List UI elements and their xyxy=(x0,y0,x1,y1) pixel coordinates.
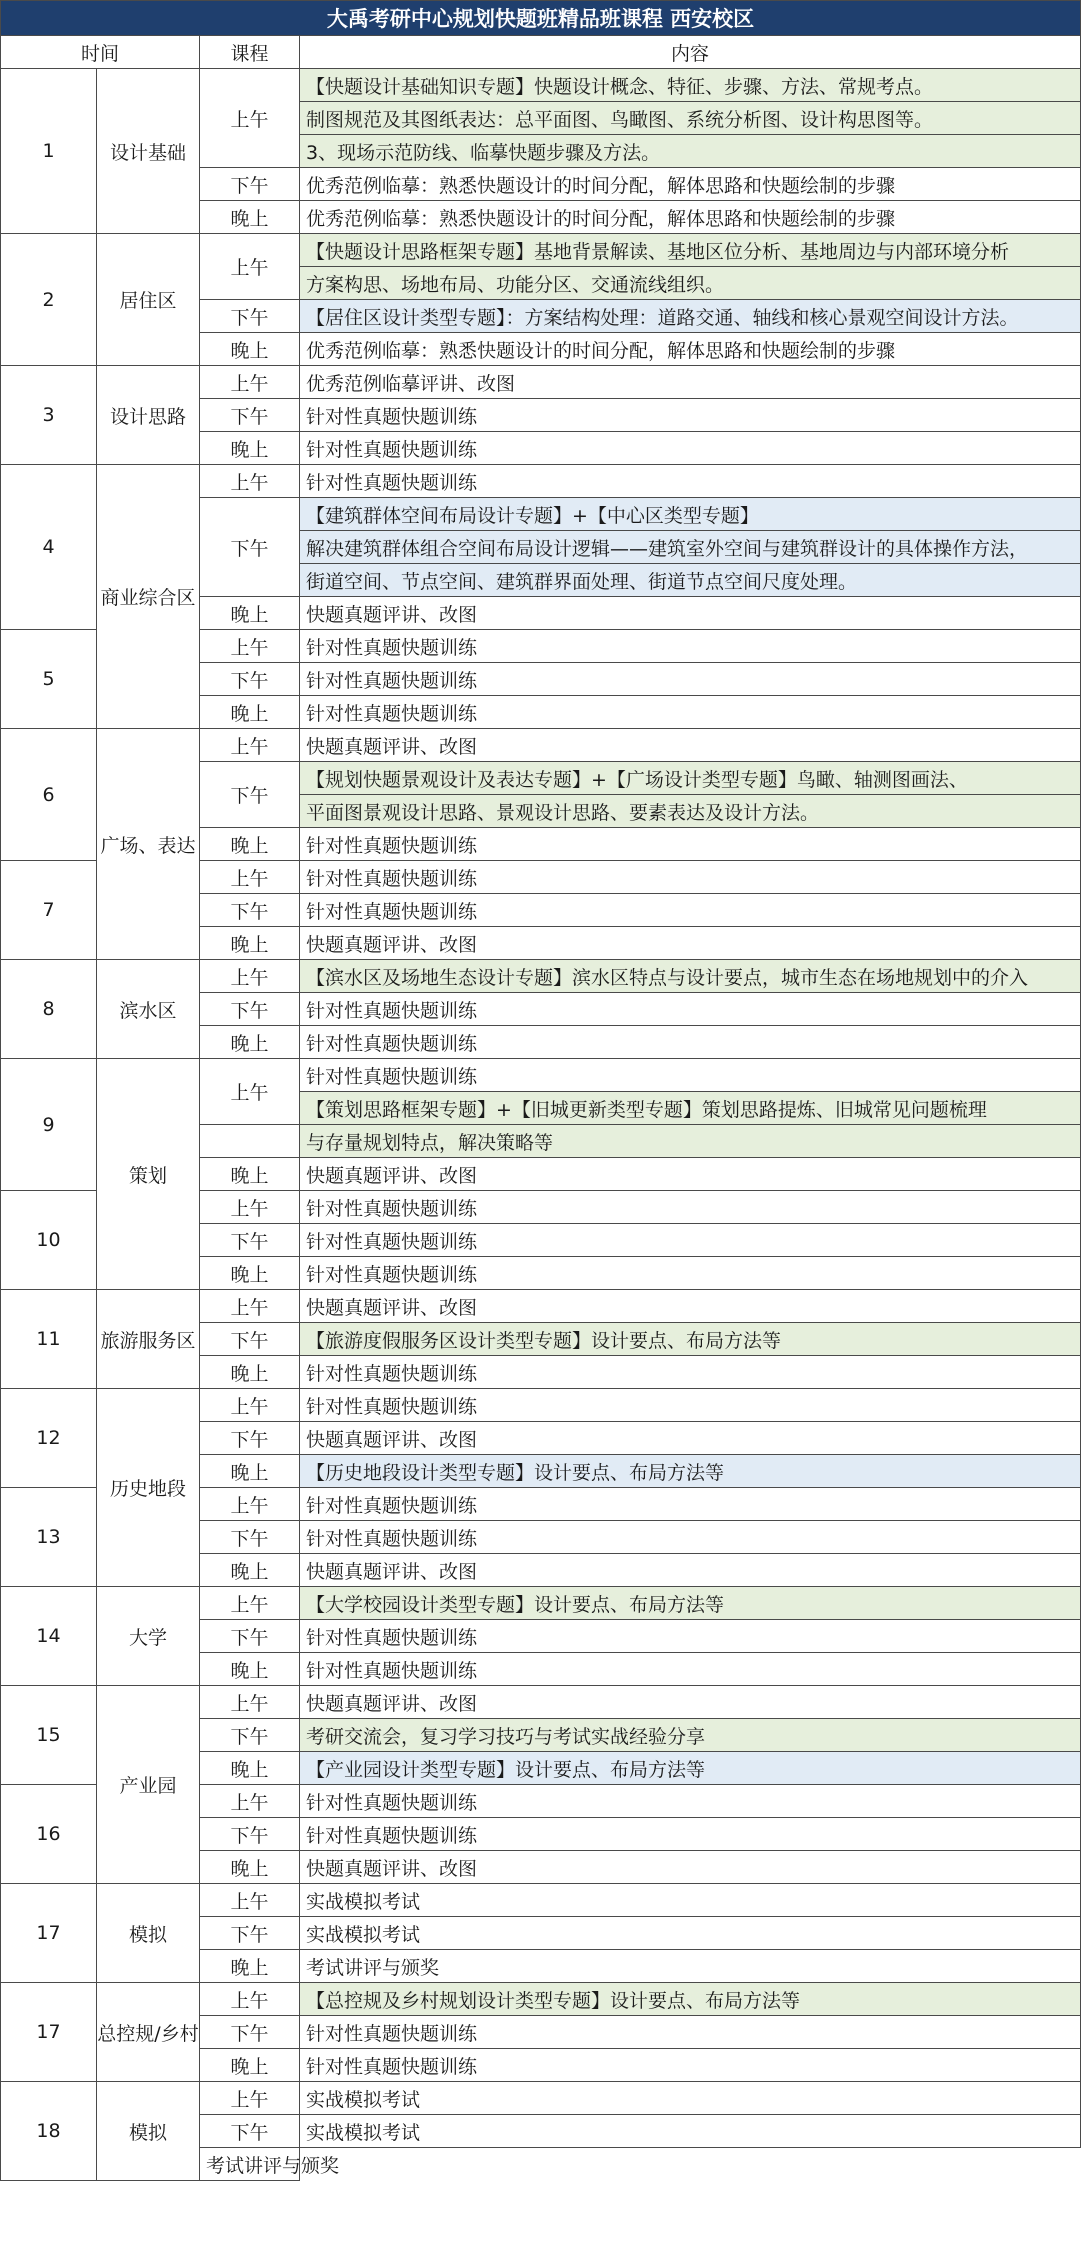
session-topic: 居住区 xyxy=(97,234,200,366)
session-content: 针对性真题快题训练 xyxy=(300,2016,1081,2049)
session-content: 针对性真题快题训练 xyxy=(300,828,1081,861)
session-content: 针对性真题快题训练 xyxy=(300,1191,1081,1224)
time-slot: 上午 xyxy=(200,1785,300,1818)
session-content: 快题真题评讲、改图 xyxy=(300,1290,1081,1323)
time-slot: 晚上 xyxy=(200,597,300,630)
session-content: 考研交流会，复习学习技巧与考试实战经验分享 xyxy=(300,1719,1081,1752)
session-content: 针对性真题快题训练 xyxy=(300,1026,1081,1059)
session-content: 【规划快题景观设计及表达专题】+【广场设计类型专题】鸟瞰、轴测图画法、 xyxy=(300,762,1081,795)
session-number: 9 xyxy=(1,1059,97,1191)
time-slot: 下午 xyxy=(200,993,300,1026)
session-number: 1 xyxy=(1,69,97,234)
session-content: 实战模拟考试 xyxy=(300,1917,1081,1950)
time-slot: 下午 xyxy=(200,399,300,432)
time-slot: 晚上 xyxy=(200,1554,300,1587)
session-topic: 模拟 xyxy=(97,1884,200,1983)
session-content: 针对性真题快题训练 xyxy=(300,1059,1081,1092)
session-content: 针对性真题快题训练 xyxy=(300,1620,1081,1653)
session-topic: 产业园 xyxy=(97,1686,200,1884)
session-content: 针对性真题快题训练 xyxy=(300,861,1081,894)
time-slot: 上午 xyxy=(200,465,300,498)
session-content: 针对性真题快题训练 xyxy=(300,1785,1081,1818)
session-number: 4 xyxy=(1,465,97,630)
time-slot: 晚上 xyxy=(200,1455,300,1488)
table-row xyxy=(1,366,1081,399)
time-slot: 下午 xyxy=(200,894,300,927)
time-slot: 晚上 xyxy=(200,927,300,960)
time-slot: 下午 xyxy=(200,1818,300,1851)
table-row xyxy=(1,1389,1081,1422)
session-content: 快题真题评讲、改图 xyxy=(300,1686,1081,1719)
table-row xyxy=(1,1983,1081,2016)
time-slot: 下午 xyxy=(200,1719,300,1752)
time-slot: 晚上 xyxy=(200,2049,300,2082)
session-content: 针对性真题快题训练 xyxy=(300,1488,1081,1521)
session-content: 快题真题评讲、改图 xyxy=(300,1422,1081,1455)
time-slot: 上午 xyxy=(200,630,300,663)
session-content: 快题真题评讲、改图 xyxy=(300,1851,1081,1884)
session-number: 10 xyxy=(1,1191,97,1290)
session-topic: 策划 xyxy=(97,1059,200,1290)
session-content: 实战模拟考试 xyxy=(300,2082,1081,2115)
session-content: 实战模拟考试 xyxy=(300,1884,1081,1917)
session-content: 针对性真题快题训练 xyxy=(300,894,1081,927)
session-content: 针对性真题快题训练 xyxy=(300,1224,1081,1257)
session-content: 优秀范例临摹：熟悉快题设计的时间分配，解体思路和快题绘制的步骤 xyxy=(300,168,1081,201)
session-topic: 设计思路 xyxy=(97,366,200,465)
session-content: 针对性真题快题训练 xyxy=(300,1818,1081,1851)
time-slot: 上午 xyxy=(200,1290,300,1323)
time-slot: 晚上 xyxy=(200,1257,300,1290)
session-number: 17 xyxy=(1,1983,97,2082)
session-content: 制图规范及其图纸表达：总平面图、鸟瞰图、系统分析图、设计构思图等。 xyxy=(300,102,1081,135)
time-slot: 晚上 xyxy=(200,1653,300,1686)
session-content: 【旅游度假服务区设计类型专题】设计要点、布局方法等 xyxy=(300,1323,1081,1356)
time-slot: 上午 xyxy=(200,729,300,762)
session-content: 针对性真题快题训练 xyxy=(300,2049,1081,2082)
session-content: 针对性真题快题训练 xyxy=(300,465,1081,498)
time-slot: 上午 xyxy=(200,960,300,993)
session-content: 与存量规划特点，解决策略等 xyxy=(300,1125,1081,1158)
session-number: 11 xyxy=(1,1290,97,1389)
session-topic: 商业综合区 xyxy=(97,465,200,729)
session-content: 街道空间、节点空间、建筑群界面处理、街道节点空间尺度处理。 xyxy=(300,564,1081,597)
time-slot: 上午 xyxy=(200,234,300,300)
time-slot: 下午 xyxy=(200,1422,300,1455)
session-content: 针对性真题快题训练 xyxy=(300,630,1081,663)
time-slot: 晚上 xyxy=(200,1752,300,1785)
table-row xyxy=(1,69,1081,102)
session-content: 实战模拟考试 xyxy=(300,2115,1081,2148)
session-content: 针对性真题快题训练 xyxy=(300,1356,1081,1389)
table-row xyxy=(1,1290,1081,1323)
session-number: 13 xyxy=(1,1488,97,1587)
table-row xyxy=(1,1686,1081,1719)
table-row xyxy=(1,234,1081,267)
time-slot: 晚上 xyxy=(200,1851,300,1884)
session-content: 方案构思、场地布局、功能分区、交通流线组织。 xyxy=(300,267,1081,300)
session-content: 【历史地段设计类型专题】设计要点、布局方法等 xyxy=(300,1455,1081,1488)
time-slot: 下午 xyxy=(200,2016,300,2049)
session-content: 考试讲评与颁奖 xyxy=(200,2148,300,2181)
session-content: 【产业园设计类型专题】设计要点、布局方法等 xyxy=(300,1752,1081,1785)
time-slot: 晚上 xyxy=(200,1026,300,1059)
time-slot: 上午 xyxy=(200,861,300,894)
session-content: 【大学校园设计类型专题】设计要点、布局方法等 xyxy=(300,1587,1081,1620)
time-slot: 上午 xyxy=(200,1686,300,1719)
column-header-row xyxy=(1,36,1081,69)
time-slot: 下午 xyxy=(200,1521,300,1554)
session-topic: 大学 xyxy=(97,1587,200,1686)
session-content: 针对性真题快题训练 xyxy=(300,663,1081,696)
session-number: 8 xyxy=(1,960,97,1059)
time-slot: 上午 xyxy=(200,1983,300,2016)
session-number: 15 xyxy=(1,1686,97,1785)
time-slot: 晚上 xyxy=(200,432,300,465)
session-content: 针对性真题快题训练 xyxy=(300,1389,1081,1422)
time-slot: 上午 xyxy=(200,1488,300,1521)
session-number: 5 xyxy=(1,630,97,729)
header-slot: 课程 xyxy=(200,36,300,69)
time-slot: 晚上 xyxy=(200,201,300,234)
time-slot: 下午 xyxy=(200,498,300,597)
table-row xyxy=(1,1587,1081,1620)
time-slot: 上午 xyxy=(200,1389,300,1422)
header-time: 时间 xyxy=(1,36,200,69)
time-slot: 晚上 xyxy=(200,1158,300,1191)
time-slot: 上午 xyxy=(200,1059,300,1125)
table-row xyxy=(1,960,1081,993)
session-content: 【快题设计思路框架专题】基地背景解读、基地区位分析、基地周边与内部环境分析 xyxy=(300,234,1081,267)
session-content: 【总控规及乡村规划设计类型专题】设计要点、布局方法等 xyxy=(300,1983,1081,2016)
time-slot: 下午 xyxy=(200,1323,300,1356)
session-number: 17 xyxy=(1,1884,97,1983)
time-slot: 下午 xyxy=(200,168,300,201)
time-slot: 上午 xyxy=(200,1884,300,1917)
time-slot: 下午 xyxy=(200,663,300,696)
session-content: 快题真题评讲、改图 xyxy=(300,729,1081,762)
time-slot: 晚上 xyxy=(200,1950,300,1983)
time-slot: 晚上 xyxy=(200,696,300,729)
session-content: 针对性真题快题训练 xyxy=(300,399,1081,432)
session-content: 【居住区设计类型专题】：方案结构处理：道路交通、轴线和核心景观空间设计方法。 xyxy=(300,300,1081,333)
session-content: 快题真题评讲、改图 xyxy=(300,597,1081,630)
session-content: 优秀范例临摹评讲、改图 xyxy=(300,366,1081,399)
time-slot: 上午 xyxy=(200,69,300,168)
time-slot: 上午 xyxy=(200,1191,300,1224)
session-content: 【策划思路框架专题】+【旧城更新类型专题】策划思路提炼、旧城常见问题梳理 xyxy=(300,1092,1081,1125)
session-number: 2 xyxy=(1,234,97,366)
table-row xyxy=(1,2082,1081,2115)
session-content: 针对性真题快题训练 xyxy=(300,1653,1081,1686)
session-content: 解决建筑群体组合空间布局设计逻辑——建筑室外空间与建筑群设计的具体操作方法， xyxy=(300,531,1081,564)
session-topic: 设计基础 xyxy=(97,69,200,234)
session-content: 快题真题评讲、改图 xyxy=(300,927,1081,960)
time-slot: 晚上 xyxy=(200,333,300,366)
table-row xyxy=(1,1884,1081,1917)
time-slot: 晚上 xyxy=(200,1356,300,1389)
time-slot: 晚上 xyxy=(200,828,300,861)
table-title: 大禹考研中心规划快题班精品班课程 西安校区 xyxy=(1,1,1081,36)
session-number: 7 xyxy=(1,861,97,960)
session-topic: 历史地段 xyxy=(97,1389,200,1587)
time-slot: 上午 xyxy=(200,366,300,399)
session-topic: 总控规/乡村 xyxy=(97,1983,200,2082)
session-topic: 广场、表达 xyxy=(97,729,200,960)
session-content: 针对性真题快题训练 xyxy=(300,1521,1081,1554)
time-slot: 上午 xyxy=(200,2082,300,2115)
table-row xyxy=(1,1059,1081,1092)
session-content: 平面图景观设计思路、景观设计思路、要素表达及设计方法。 xyxy=(300,795,1081,828)
session-number: 12 xyxy=(1,1389,97,1488)
time-slot: 下午 xyxy=(200,1224,300,1257)
title-row xyxy=(1,1,1081,36)
session-number: 14 xyxy=(1,1587,97,1686)
time-slot: 下午 xyxy=(200,1620,300,1653)
session-content: 针对性真题快题训练 xyxy=(300,432,1081,465)
session-topic: 模拟 xyxy=(97,2082,200,2181)
session-topic: 旅游服务区 xyxy=(97,1290,200,1389)
time-slot: 上午 xyxy=(200,1587,300,1620)
time-slot: 下午 xyxy=(200,1917,300,1950)
time-slot: 下午 xyxy=(200,300,300,333)
session-content: 【快题设计基础知识专题】快题设计概念、特征、步骤、方法、常规考点。 xyxy=(300,69,1081,102)
session-content: 优秀范例临摹：熟悉快题设计的时间分配，解体思路和快题绘制的步骤 xyxy=(300,333,1081,366)
time-slot: 下午 xyxy=(200,2115,300,2148)
time-slot xyxy=(200,1125,300,1158)
session-content: 【滨水区及场地生态设计专题】滨水区特点与设计要点，城市生态在场地规划中的介入 xyxy=(300,960,1081,993)
session-number: 3 xyxy=(1,366,97,465)
table-row xyxy=(1,465,1081,498)
table-row xyxy=(1,729,1081,762)
session-content: 考试讲评与颁奖 xyxy=(300,1950,1081,1983)
header-content: 内容 xyxy=(300,36,1081,69)
session-content: 优秀范例临摹：熟悉快题设计的时间分配，解体思路和快题绘制的步骤 xyxy=(300,201,1081,234)
session-content: 【建筑群体空间布局设计专题】+【中心区类型专题】 xyxy=(300,498,1081,531)
session-content: 快题真题评讲、改图 xyxy=(300,1554,1081,1587)
session-number: 16 xyxy=(1,1785,97,1884)
session-content: 快题真题评讲、改图 xyxy=(300,1158,1081,1191)
session-content: 针对性真题快题训练 xyxy=(300,993,1081,1026)
session-content: 针对性真题快题训练 xyxy=(300,696,1081,729)
time-slot: 下午 xyxy=(200,762,300,828)
session-number: 18 xyxy=(1,2082,97,2181)
session-topic: 滨水区 xyxy=(97,960,200,1059)
session-content: 针对性真题快题训练 xyxy=(300,1257,1081,1290)
session-content: 3、现场示范防线、临摹快题步骤及方法。 xyxy=(300,135,1081,168)
session-number: 6 xyxy=(1,729,97,861)
